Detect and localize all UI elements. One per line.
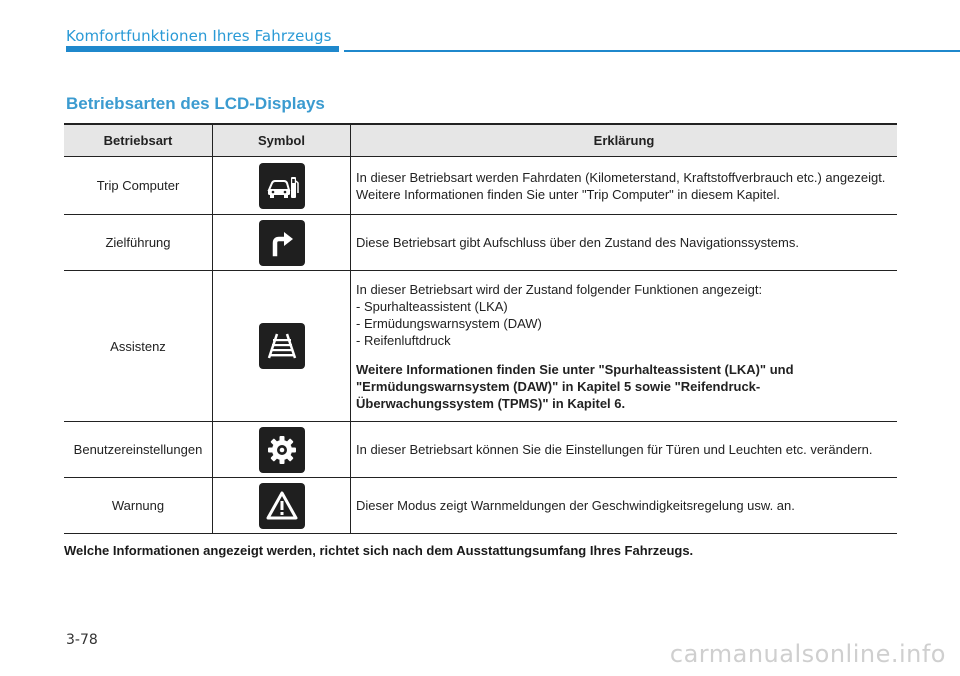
chapter-title: Komfortfunktionen Ihres Fahrzeugs (66, 27, 332, 45)
equipment-footnote: Welche Informationen angezeigt werden, richtet sich nach dem Ausstattungsumfang Ihres Fahrzeugs. (64, 543, 694, 558)
mode-name: Warnung (64, 478, 213, 534)
lane-assist-icon (259, 323, 305, 369)
explanation-line: Diese Betriebsart gibt Aufschluss über den Zustand des Navigationssystems. (356, 235, 799, 250)
gear-icon (259, 427, 305, 473)
explanation-line: Weitere Informationen finden Sie unter "Trip Computer" in diesem Kapitel. (356, 186, 780, 202)
explanation-line: Dieser Modus zeigt Warnmeldungen der Geschwindigkeitsregelung usw. an. (356, 498, 795, 513)
table-header-row (64, 124, 897, 157)
trip-computer-icon (259, 163, 305, 209)
warning-triangle-icon (259, 483, 305, 529)
table-row (64, 478, 897, 534)
column-header-explanation: Erklärung (351, 124, 898, 157)
mode-name: Assistenz (64, 271, 213, 422)
explanation-line: In dieser Betriebsart können Sie die Einstellungen für Türen und Leuchten etc. verändern. (356, 442, 873, 457)
chapter-header (66, 22, 960, 54)
table-row (64, 215, 897, 271)
reference-note: Weitere Informationen finden Sie unter "Spurhalteassistent (LKA)" und "Ermüdungswarnsystem (DAW)" in Kapitel 5 sowie "Reifendruck-Überwachungssystem (TPMS)" in Kapitel 6. (356, 361, 794, 411)
mode-name: Trip Computer (64, 157, 213, 215)
turn-right-arrow-icon (259, 220, 305, 266)
section-title: Betriebsarten des LCD-Displays (66, 94, 325, 113)
column-header-symbol: Symbol (213, 124, 351, 157)
watermark: carmanualsonline.info (669, 640, 946, 668)
column-header-mode: Betriebsart (64, 124, 213, 157)
page-number: 3-78 (66, 632, 98, 648)
header-rule-thick (66, 46, 339, 52)
header-rule-thin (344, 50, 960, 52)
mode-name: Zielführung (64, 215, 213, 271)
explanation-line: - Spurhalteassistent (LKA) (356, 298, 508, 314)
explanation-line: In dieser Betriebsart wird der Zustand folgender Funktionen angezeigt: (356, 281, 763, 297)
explanation-line: - Reifenluftdruck (356, 332, 451, 348)
explanation-line: In dieser Betriebsart werden Fahrdaten (Kilometerstand, Kraftstoffverbrauch etc.) angezeigt. (356, 169, 886, 185)
display-modes-table (64, 123, 897, 534)
table-row (64, 271, 897, 422)
mode-name: Benutzereinstellungen (64, 422, 213, 478)
table-row (64, 157, 897, 215)
explanation-line: - Ermüdungswarnsystem (DAW) (356, 315, 542, 331)
table-row (64, 422, 897, 478)
